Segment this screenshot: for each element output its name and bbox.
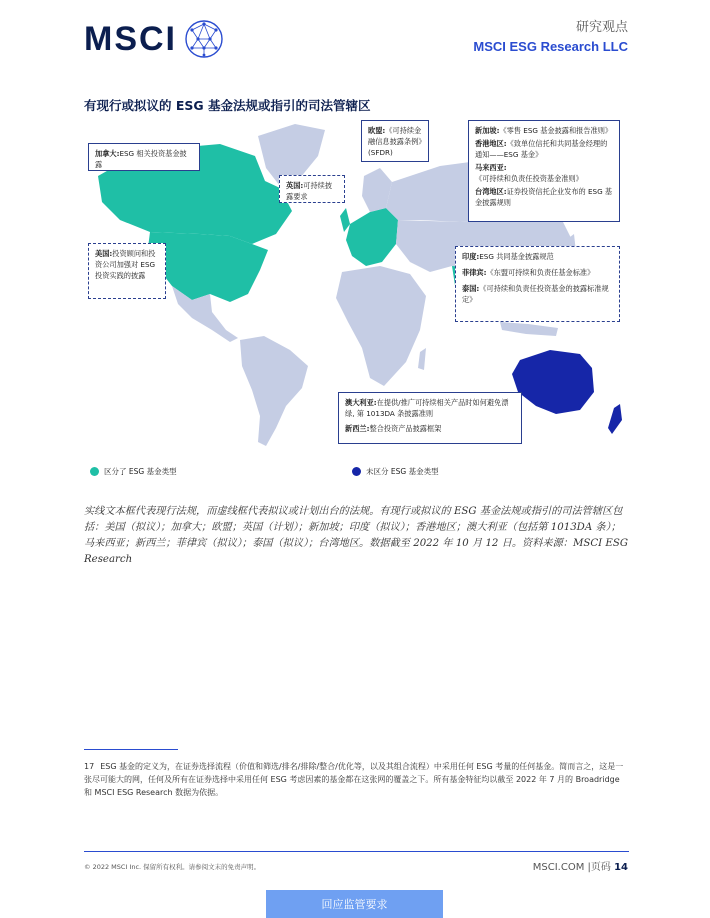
south-america-shape [240, 336, 308, 446]
asia-north-item-0 [475, 125, 613, 136]
footnote-divider [84, 749, 178, 750]
asia-south-item-2 [462, 283, 613, 305]
oceania-item-0 [345, 397, 515, 419]
globe-icon [183, 18, 225, 60]
item-text: ESG 共同基金披露规范 [479, 252, 554, 261]
australia-shape [512, 350, 594, 414]
africa-shape [336, 266, 426, 386]
oceania-item-1 [345, 423, 515, 434]
box-asia-north [468, 120, 620, 222]
box-eu-text: 《可持续金融信息披露条例》(SFDR) [368, 126, 422, 157]
item-label: 澳大利亚: [345, 398, 377, 407]
figure-title: 有现行或拟议的 ESG 基金法规或指引的司法管辖区 [84, 98, 371, 113]
item-text: 在提供/推广可持续相关产品时如何避免漂绿, 第 1013DA 条披露准则 [345, 398, 509, 418]
figure-caption: 实线文本框代表现行法规，而虚线框代表拟议或计划出台的法规。有现行或拟议的 ESG 基金法规或指引的司法管辖区包括：美国（拟议）；加拿大；欧盟；英国（计划）；新加坡；印度（拟议）；香港地区；澳大利亚（包括第 1013DA 条）；马来西亚；新西兰；菲律宾（拟议）；泰国（拟议）；台湾地区。数据截至 2022 年 10 月 12 日。资料来源：MSCI ESG Research [84, 506, 628, 565]
footnote-number: 17 [84, 762, 95, 771]
box-eu-label: 欧盟: [368, 126, 386, 135]
teal-dot-icon [90, 467, 99, 476]
item-label: 印度: [462, 252, 480, 261]
box-uk [279, 175, 345, 203]
box-canada-label: 加拿大: [95, 149, 120, 158]
box-uk-text: 可持续披露要求 [286, 181, 333, 201]
uk-shape [340, 208, 350, 232]
asia-south-item-1 [462, 267, 613, 278]
regulatory-response-button[interactable]: 回应监管要求 [266, 890, 443, 918]
item-label: 菲律宾: [462, 268, 487, 277]
footer-divider [84, 851, 629, 852]
report-category: 研究观点 [575, 20, 628, 35]
item-label: 新加坡: [475, 126, 500, 135]
item-label: 泰国: [462, 284, 480, 293]
new-zealand-shape [608, 404, 622, 434]
eu-shape [346, 208, 398, 266]
legend-differentiated-label: 区分了 ESG 基金类型 [104, 467, 177, 476]
item-text: 《可持续和负责任投资基金的披露标准规定》 [462, 284, 609, 304]
footnote-text: ESG 基金的定义为，在证券选择流程（价值和筛选/排名/排除/整合/优化等，以及其组合流程）中采用任何 ESG 考量的任何基金。简而言之，这是一张尽可能大的网，任何及所有在证券选择中采用任何 ESG 考虑因素的基金都在这张网的覆盖之下。所有基金特征均以截至 2022 年 7 月的 Broadridge 和 MSCI ESG Research 数据为依据。 [84, 762, 624, 797]
item-label: 马来西亚: [475, 163, 507, 172]
item-text: 整合投资产品披露框架 [369, 424, 442, 433]
asia-north-item-3 [475, 186, 613, 208]
box-usa-label: 美国: [95, 249, 113, 258]
company-name: MSCI ESG Research LLC [473, 39, 628, 54]
box-usa [88, 243, 166, 299]
blue-dot-icon [352, 467, 361, 476]
site-link[interactable]: MSCI.COM [532, 862, 585, 873]
asia-north-item-2 [475, 162, 613, 184]
asia-north-item-1 [475, 138, 613, 160]
header-right [473, 16, 628, 54]
item-text: 《东盟可持续和负责任基金标准》 [486, 268, 595, 277]
box-asia-south [455, 246, 620, 322]
item-label: 香港地区: [475, 139, 507, 148]
item-text: 《致单位信托和共同基金经理的通知——ESG 基金》 [475, 139, 608, 159]
box-oceania [338, 392, 522, 444]
item-text: 证券投资信托企业发布的 ESG 基金披露规则 [475, 187, 613, 207]
box-eu [361, 120, 429, 162]
item-label: 新西兰: [345, 424, 370, 433]
msci-logo [84, 18, 225, 60]
legend-undifferentiated-label: 未区分 ESG 基金类型 [366, 467, 439, 476]
item-text: 《零售 ESG 基金披露和报告准则》 [499, 126, 613, 135]
box-uk-label: 英国: [286, 181, 304, 190]
page-footer-right [533, 858, 628, 873]
logo-text: MSCI [84, 19, 177, 58]
page-number: 14 [614, 862, 628, 873]
indonesia-shape [500, 322, 558, 336]
box-canada [88, 143, 200, 171]
legend-undifferentiated [352, 466, 439, 477]
page-label: |页码 [587, 862, 611, 873]
box-canada-text: ESG 相关投资基金披露 [95, 149, 187, 169]
item-label: 台湾地区: [475, 187, 507, 196]
legend-differentiated [90, 466, 177, 477]
footnote [84, 760, 630, 799]
item-text: 《可持续和负责任投资基金准则》 [475, 174, 583, 183]
copyright-text: © 2022 MSCI Inc. 保留所有权利。请参阅文末的免责声明。 [84, 863, 261, 871]
madagascar-shape [418, 348, 426, 370]
asia-south-item-0 [462, 251, 613, 262]
box-usa-text: 投资顾问和投资公司加强对 ESG 投资实践的披露 [95, 249, 156, 280]
